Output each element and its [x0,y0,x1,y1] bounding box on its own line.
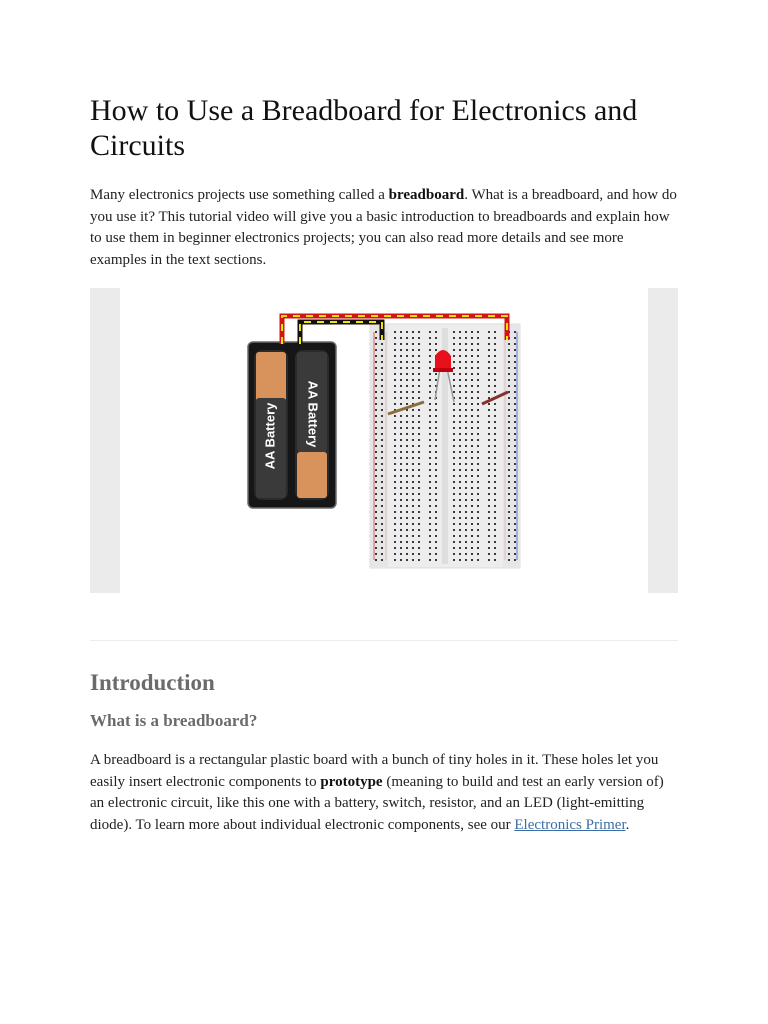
intro-paragraph [90,185,680,272]
intro-bold-term: breadboard [388,187,465,203]
breadboard-circuit-illustration [90,288,678,593]
description-text-part1: A breadboard is a rectangular plastic board with a bunch of tiny holes in it. These holes let you easily insert electronic components to [90,752,659,790]
page-title: How to Use a Breadboard for Electronics and Circuits [90,94,638,162]
intro-text-before: Many electronics projects use something called a [90,187,389,203]
battery-label-right: AA Battery [305,380,321,448]
breadboard-figure [90,288,678,593]
description-text-end: . [625,817,630,834]
section-heading: Introduction [90,670,215,695]
battery-label-left: AA Battery [262,402,278,470]
battery-holder [248,342,336,508]
description-bold-term: prototype [320,773,383,790]
intro-text-after: . What is a breadboard, and how do you use it? This tutorial video will give you a basic introduction to breadboards and explain how to use them in beginner electronics projects; you can also read more details and see more examples in the text sections. [90,187,677,269]
section-subheading: What is a breadboard? [90,711,258,730]
description-text-part2: (meaning to build and test an early version of) an electronic circuit, like this one with a battery, switch, resistor, and an LED (light-emitting diode). To learn more about individual electronic components, see our [90,773,664,834]
breadboard-description-paragraph [90,750,680,837]
section-divider [90,640,678,641]
electronics-primer-link[interactable]: Electronics Primer [514,817,626,834]
